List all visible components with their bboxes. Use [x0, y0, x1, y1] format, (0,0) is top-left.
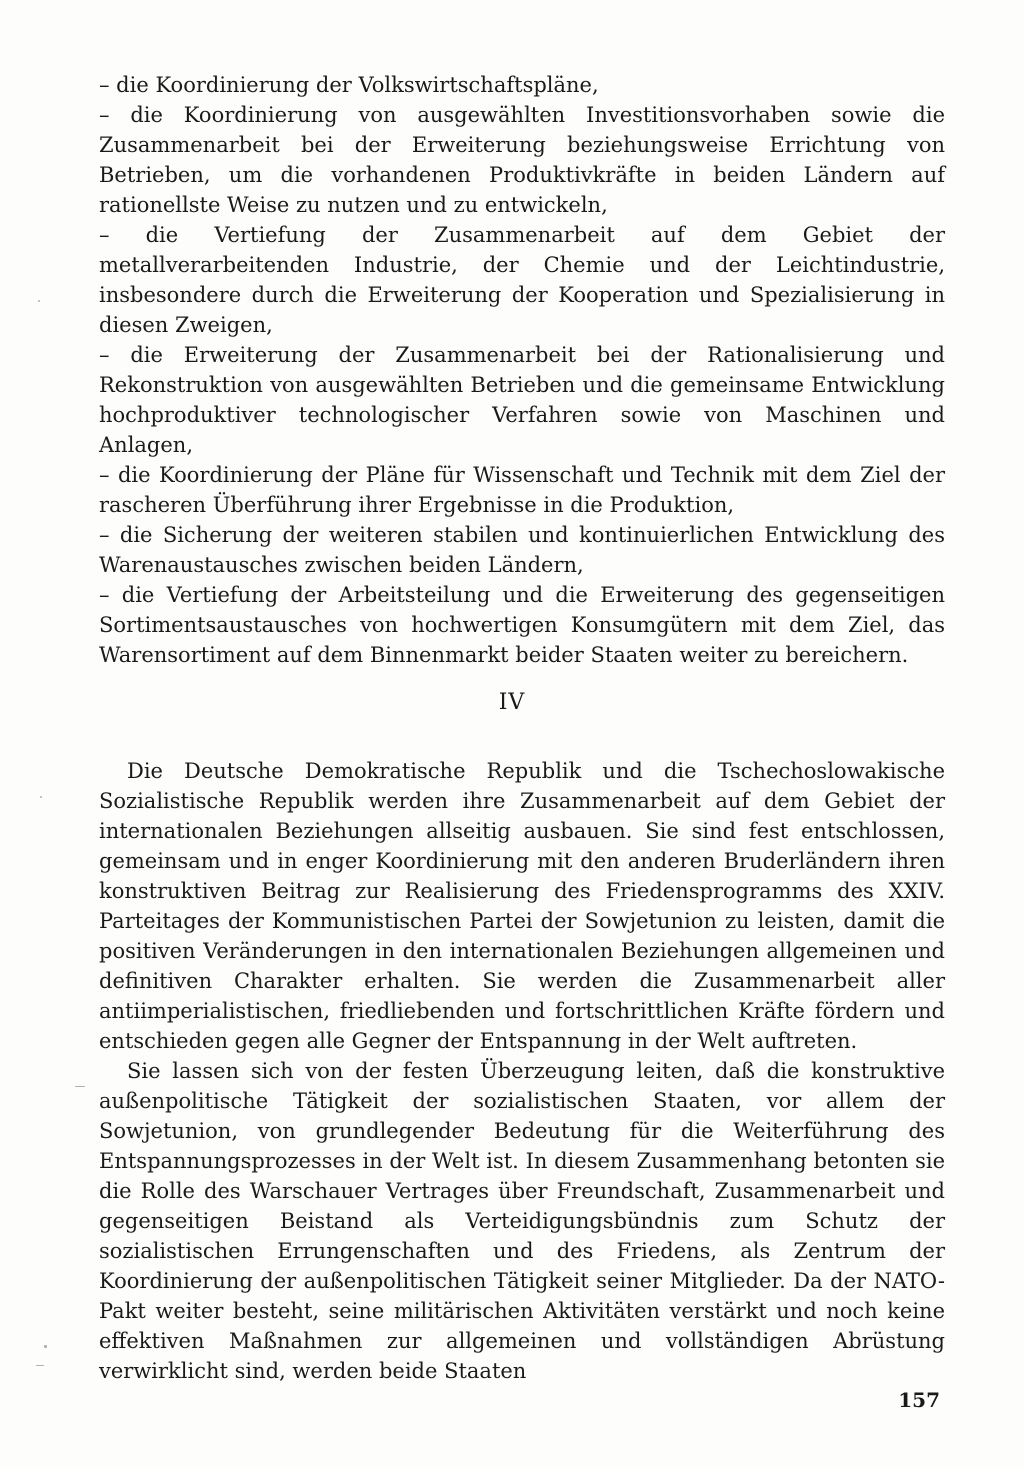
page-number: 157: [898, 1388, 940, 1412]
scan-speck: [40, 796, 42, 798]
scan-speck: [38, 300, 40, 302]
paragraph: Die Deutsche Demokratische Republik und die Tschechoslowakische Sozialistische Republik werden ihre Zusammenarbeit auf dem Gebiet der internationalen Beziehungen allseitig ausbauen. Sie sind fest entschlossen, gemeinsam und in enger Koordinierung mit den anderen Bruderländern ihren konstruktiven Beitrag zur Realisierung des Friedensprogramms des XXIV. Parteitages der Kommunistischen Partei der Sowjetunion zu leisten, damit die positiven Veränderungen in den internationalen Beziehungen allgemeinen und definitiven Charakter erhalten. Sie werden die Zusammenarbeit aller antiimperialistischen, friedliebenden und fortschrittlichen Kräfte fördern und entschieden gegen alle Gegner der Entspannung in der Welt auftreten.: [99, 759, 945, 1053]
list-item: – die Erweiterung der Zusammenarbeit bei der Rationalisierung und Rekonstruktion von ausgewählten Betrieben und die gemeinsame Entwicklung hochproduktiver technologischer Verfahren sowie von Maschinen und Anlagen,: [99, 343, 945, 457]
section-heading: IV: [498, 690, 526, 715]
scan-speck: [75, 1086, 85, 1087]
section-body: [99, 756, 945, 1386]
list-item: – die Vertiefung der Arbeitsteilung und die Erweiterung des gegenseitigen Sortimentsaustausches von hochwertigen Konsumgütern mit dem Ziel, das Warensortiment auf dem Binnenmarkt beider Staaten weiter zu bereichern.: [99, 583, 945, 667]
list-item: – die Koordinierung der Volkswirtschaftspläne,: [99, 73, 599, 97]
list-item: – die Koordinierung der Pläne für Wissenschaft und Technik mit dem Ziel der rascheren Überführung ihrer Ergebnisse in die Produktion,: [99, 463, 945, 517]
paragraph: Sie lassen sich von der festen Überzeugung leiten, daß die konstruktive außenpolitische Tätigkeit der sozialistischen Staaten, vor allem der Sowjetunion, von grundlegender Bedeutung für die Weiterführung des Entspannungsprozesses in der Welt ist. In diesem Zusammenhang betonten sie die Rolle des Warschauer Vertrages über Freundschaft, Zusammenarbeit und gegenseitigen Beistand als Verteidigungsbündnis zum Schutz der sozialistischen Errungenschaften und des Friedens, als Zentrum der Koordinierung der außenpolitischen Tätigkeit seiner Mitglieder. Da der NATO-Pakt weiter besteht, seine militärischen Aktivitäten verstärkt und noch keine effektiven Maßnahmen zur allgemeinen und vollständigen Abrüstung verwirklicht sind, werden beide Staaten: [99, 1059, 945, 1383]
list-item: – die Vertiefung der Zusammenarbeit auf dem Gebiet der metallverarbeitenden Industrie, der Chemie und der Leichtindustrie, insbesondere durch die Erweiterung der Kooperation und Spezialisierung in diesen Zweigen,: [99, 223, 945, 337]
measures-list: [99, 70, 945, 670]
list-item: – die Sicherung der weiteren stabilen und kontinuierlichen Entwicklung des Warenaustausches zwischen beiden Ländern,: [99, 523, 945, 577]
list-item: – die Koordinierung von ausgewählten Investitionsvorhaben sowie die Zusammenarbeit bei der Erweiterung beziehungsweise Errichtung von Betrieben, um die vorhandenen Produktivkräfte in beiden Ländern auf rationellste Weise zu nutzen und zu entwickeln,: [99, 103, 945, 217]
scan-speck: [44, 1345, 47, 1348]
scan-speck: [36, 1365, 44, 1366]
